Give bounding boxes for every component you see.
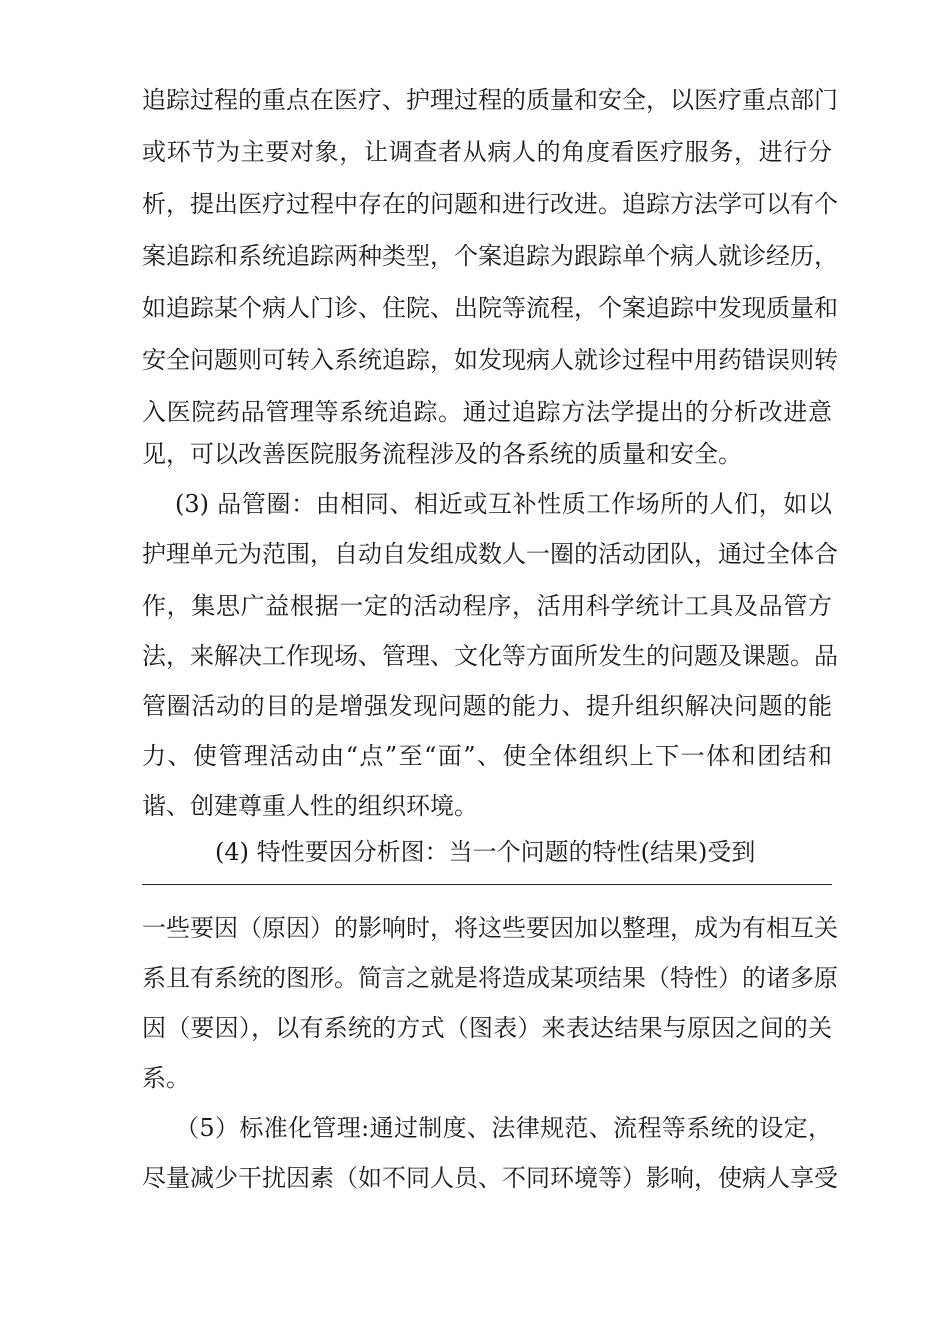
horizontal-divider [142,884,832,885]
text-line: (4) 特性要因分析图：当一个问题的特性(结果)受到 [215,838,756,866]
text-line: 系。 [142,1064,190,1092]
text-line: 析，提出医疗过程中存在的问题和进行改进。追踪方法学可以有个 [142,190,838,218]
text-line: 力、使管理活动由“点”至“面”、使全体组织上下一体和团结和 [142,742,832,770]
text-line: 法，来解决工作现场、管理、文化等方面所发生的问题及课题。品 [142,642,838,670]
text-line: 案追踪和系统追踪两种类型，个案追踪为跟踪单个病人就诊经历， [142,242,838,270]
text-line: 追踪过程的重点在医疗、护理过程的质量和安全，以医疗重点部门 [142,86,838,114]
text-line: 见，可以改善医院服务流程涉及的各系统的质量和安全。 [142,440,742,468]
text-line: 安全问题则可转入系统追踪，如发现病人就诊过程中用药错误则转 [142,346,838,374]
text-line: （5）标准化管理:通过制度、法律规范、流程等系统的设定， [175,1114,832,1142]
text-line: 入医院药品管理等系统追踪。通过追踪方法学提出的分析改进意 [142,398,832,426]
text-line: 系且有系统的图形。简言之就是将造成某项结果（特性）的诸多原 [142,964,838,992]
text-line: 因（要因），以有系统的方式（图表）来表达结果与原因之间的关 [142,1014,832,1042]
text-line: 谐、创建尊重人性的组织环境。 [142,792,478,820]
text-line: 管圈活动的目的是增强发现问题的能力、提升组织解决问题的能 [142,692,832,720]
text-line: 作，集思广益根据一定的活动程序，活用科学统计工具及品管方 [142,592,832,620]
text-line: 或环节为主要对象，让调查者从病人的角度看医疗服务，进行分 [142,138,832,166]
text-line: 护理单元为范围，自动自发组成数人一圈的活动团队，通过全体合 [142,540,838,568]
text-line: 如追踪某个病人门诊、住院、出院等流程，个案追踪中发现质量和 [142,294,838,322]
text-line: 尽量减少干扰因素（如不同人员、不同环境等）影响，使病人享受 [142,1164,838,1192]
text-line: (3) 品管圈：由相同、相近或互补性质工作场所的人们，如以 [175,490,832,518]
text-line: 一些要因（原因）的影响时，将这些要因加以整理，成为有相互关 [142,914,838,942]
